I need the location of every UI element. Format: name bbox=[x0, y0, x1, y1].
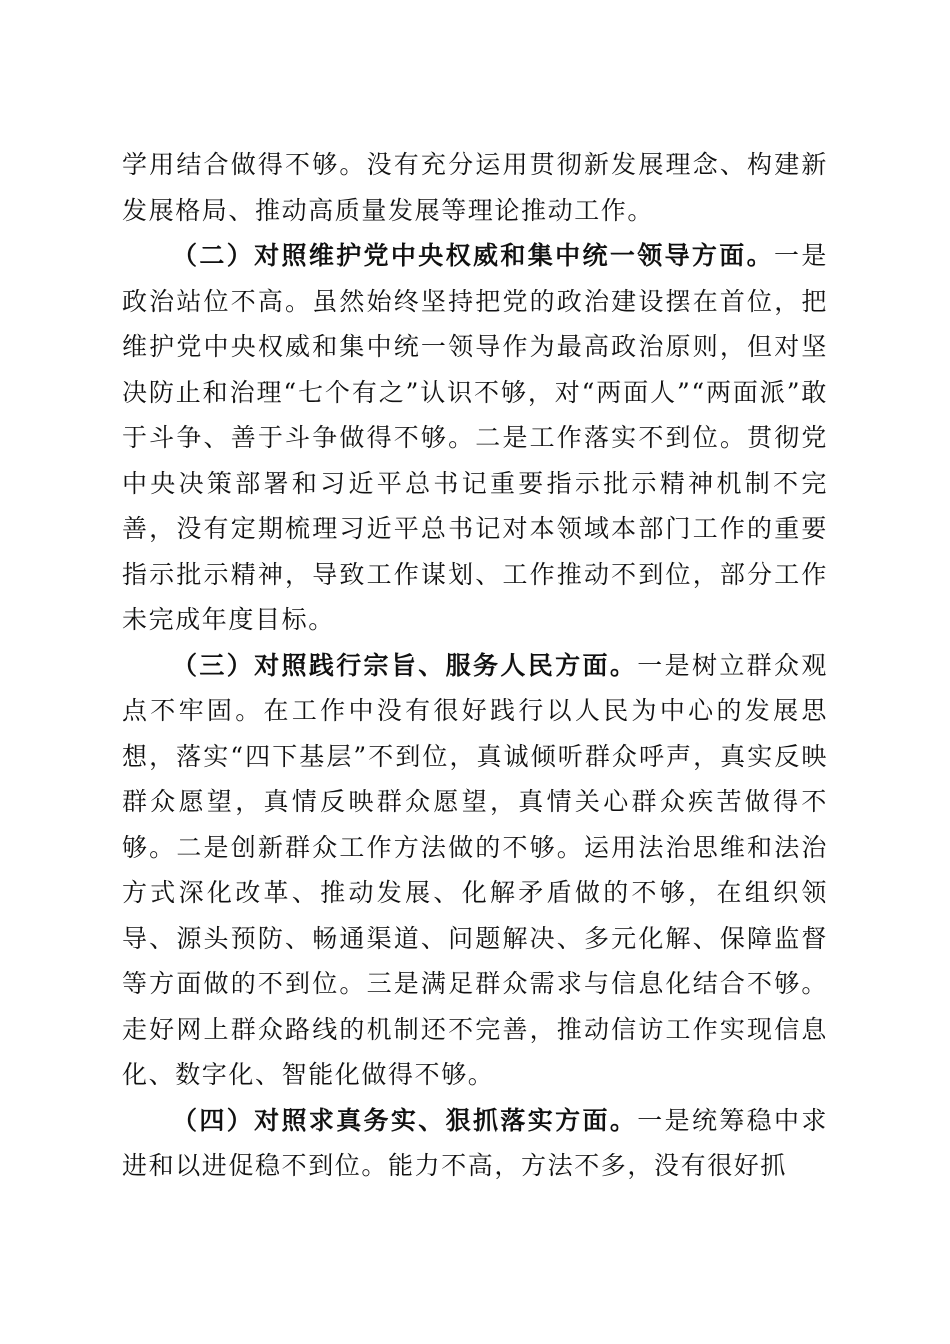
section-paragraph bbox=[122, 233, 828, 643]
section-heading: （三）对照践行宗旨、服务人民方面。 bbox=[172, 650, 638, 680]
section-body: 一是树立群众观点不牢固。在工作中没有很好践行以人民为中心的发展思想，落实“四下基层”不到位，真诚倾听群众呼声，真实反映群众愿望，真情反映群众愿望，真情关心群众疾苦做得不够。二是创新群众工作方法做的不够。运用法治思维和法治方式深化改革、推动发展、化解矛盾做的不够，在组织领导、源头预防、畅通渠道、问题解决、多元化解、保障监督等方面做的不到位。三是满足群众需求与信息化结合不够。走好网上群众路线的机制还不完善，推动信访工作实现信息化、数字化、智能化做得不够。 bbox=[122, 650, 829, 1089]
continuation-text: 学用结合做得不够。没有充分运用贯彻新发展理念、构建新发展格局、推动高质量发展等理论推动工作。 bbox=[122, 150, 828, 225]
section-paragraph bbox=[122, 643, 828, 1098]
section-heading: （二）对照维护党中央权威和集中统一领导方面。 bbox=[172, 241, 775, 270]
section-body: 一是政治站位不高。虽然始终坚持把党的政治建设摆在首位，把维护党中央权威和集中统一领导作为最高政治原则，但对坚决防止和治理“七个有之”认识不够，对“两面人”“两面派”敢于斗争、善于斗争做得不够。二是工作落实不到位。贯彻党中央决策部署和习近平总书记重要指示批示精神机制不完善，没有定期梳理习近平总书记对本领域本部门工作的重要指示批示精神，导致工作谋划、工作推动不到位，部分工作未完成年度目标。 bbox=[122, 241, 828, 634]
continuation-paragraph bbox=[122, 142, 828, 233]
section-paragraph bbox=[122, 1098, 828, 1189]
section-heading: （四）对照求真务实、狠抓落实方面。 bbox=[172, 1105, 638, 1135]
section-body: 一是统筹稳中求进和以进促稳不到位。能力不高，方法不多，没有很好抓 bbox=[122, 1105, 829, 1180]
